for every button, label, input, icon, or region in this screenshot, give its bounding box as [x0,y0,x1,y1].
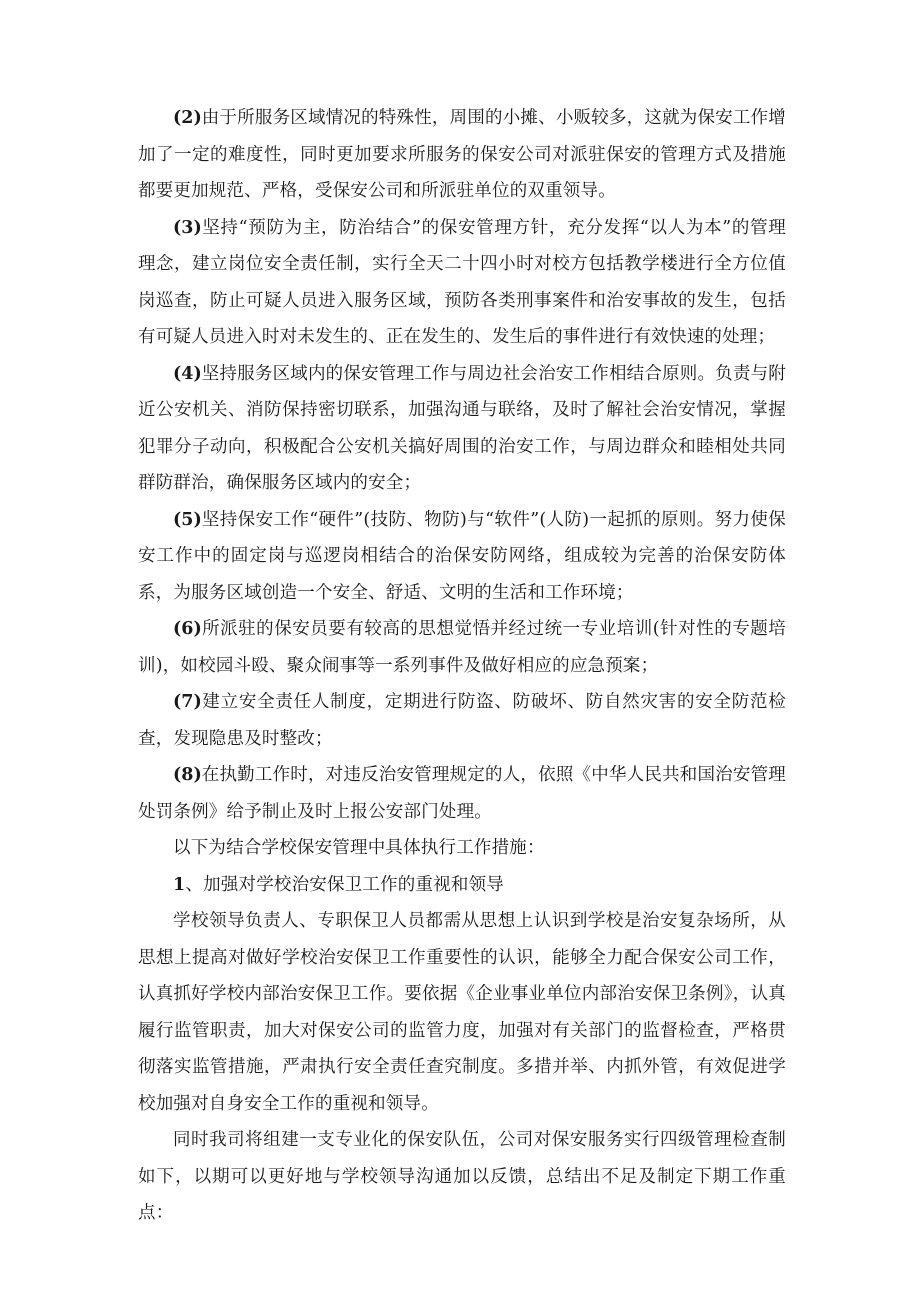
paragraph-text: 在执勤工作时，对违反治安管理规定的人，依照《中华人民共和国治安管理处罚条例》给予制止及时上报公安部门处理。 [138,765,786,822]
paragraph-7 [138,684,786,757]
item-number: (7) [173,692,202,712]
item-number: (4) [173,363,202,384]
section-heading [138,867,786,904]
paragraph-8 [138,757,786,830]
paragraph-text: 坚持保安工作“硬件”(技防、物防)与“软件”(人防)一起抓的原则。努力使保安工作中的固定岗与巡逻岗相结合的治保安防网络，组成较为完善的治保安防体系，为服务区域创造一个安全、舒适、文明的生活和工作环境； [138,509,786,603]
item-number: (8) [173,765,202,785]
paragraph-text: 建立安全责任人制度，定期进行防盗、防破坏、防自然灾害的安全防范检查，发现隐患及时整改； [138,692,786,749]
section-number: 1 [173,874,186,895]
item-number: (2) [173,108,202,128]
document-page [138,100,786,1232]
section-title: 、加强对学校治安保卫工作的重视和领导 [185,874,504,895]
body-paragraph-2: 同时我司将组建一支专业化的保安队伍，公司对保安服务实行四级管理检查制如下，以期可以更好地与学校领导沟通加以反馈，总结出不足及制定下期工作重点： [138,1130,786,1223]
paragraph-text: 坚持“预防为主，防治结合”的保安管理方针，充分发挥“以人为本”的管理理念，建立岗位安全责任制，实行全天二十四小时对校方包括教学楼进行全方位值岗巡查，防止可疑人员进入服务区域，预防各类刑事案件和治安事故的发生，包括有可疑人员进入时对未发生的、正在发生的、发生后的事件进行有效快速的处理； [138,217,786,347]
paragraph-text: 坚持服务区域内的保安管理工作与周边社会治安工作相结合原则。负责与附近公安机关、消防保持密切联系，加强沟通与联络，及时了解社会治安情况，掌握犯罪分子动向，积极配合公安机关搞好周围的治安工作，与周边群众和睦相处共同群防群治，确保服务区域内的安全； [138,363,786,493]
paragraph-5 [138,502,786,612]
paragraph-text: 由于所服务区域情况的特殊性，周围的小摊、小贩较多，这就为保安工作增加了一定的难度性，同时更加要求所服务的保安公司对派驻保安的管理方式及措施都要更加规范、严格，受保安公司和所派驻单位的双重领导。 [138,108,786,201]
paragraph-4 [138,356,786,502]
item-number: (6) [173,619,202,639]
body-paragraph-1: 学校领导负责人、专职保卫人员都需从思想上认识到学校是治安复杂场所，从思想上提高对做好学校治安保卫工作重要性的认识，能够全力配合保安公司工作，认真抓好学校内部治安保卫工作。要依据《企业事业单位内部治安保卫条例》，认真履行监管职责，加大对保安公司的监管力度，加强对有关部门的监督检查，严格贯彻落实监管措施，严肃执行安全责任查究制度。多措并举、内抓外管，有效促进学校加强对自身安全工作的重视和领导。 [138,911,786,1114]
paragraph-6 [138,611,786,684]
paragraph-2 [138,100,786,210]
paragraph-text: 所派驻的保安员要有较高的思想觉悟并经过统一专业培训(针对性的专题培训)，如校园斗殴、聚众闹事等一系列事件及做好相应的应急预案； [138,619,786,676]
paragraph-3 [138,210,786,356]
item-number: (5) [173,509,202,530]
item-number: (3) [173,217,202,238]
intro-paragraph: 以下为结合学校保安管理中具体执行工作措施： [173,838,545,858]
